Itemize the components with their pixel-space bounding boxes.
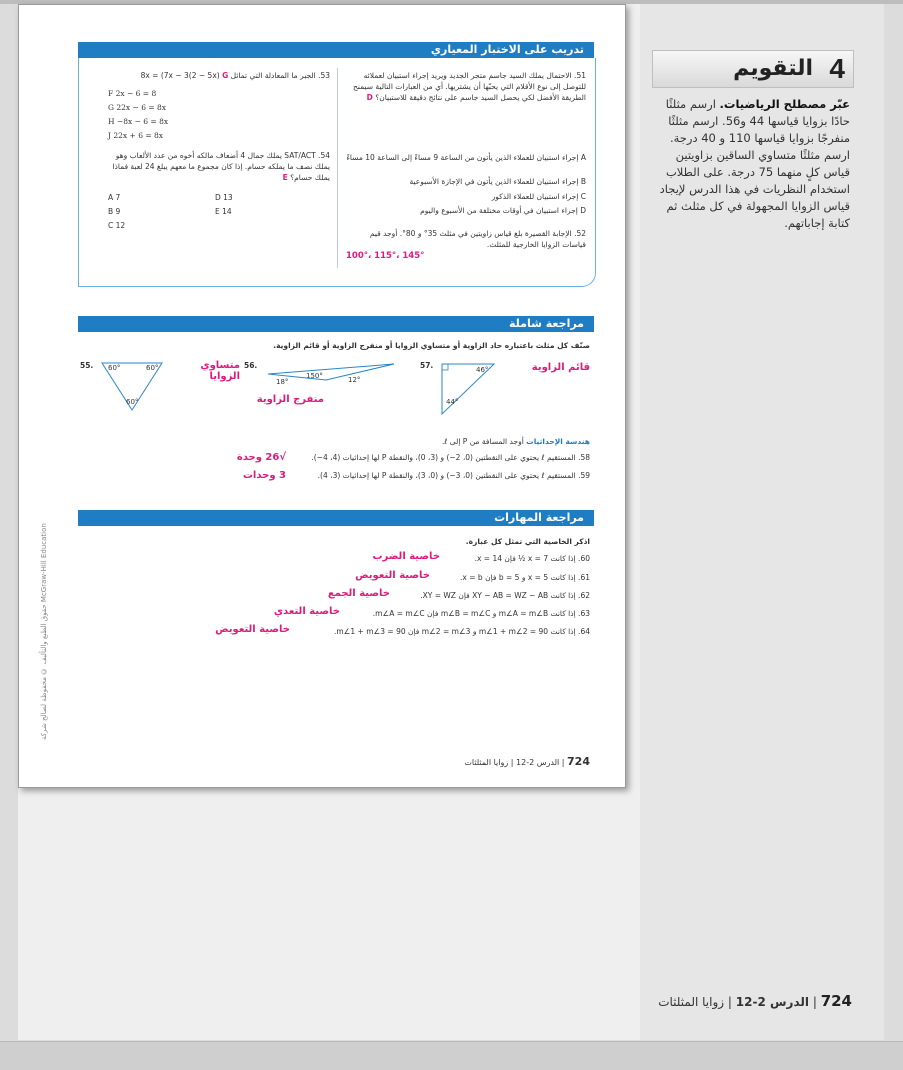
q51 [346,70,586,103]
q53-option-g: G 22x − 6 = 8x [108,103,167,112]
q63-text: 63. إذا كانت m∠A = m∠B و m∠B = m∠C فإن m∠A = m∠C. [372,609,590,618]
side-page-number: 724 [820,992,852,1010]
q53-option-f: F 2x − 6 = 8 [108,89,157,98]
q56-number: 56. [244,361,258,370]
q56-angle-2: 150° [306,372,323,380]
q51-answer: D [366,93,373,102]
q56-angle-3: 12° [348,376,361,384]
q64-answer: خاصية التعويض [215,624,290,635]
footer-lesson: الدرس 2-12 [516,758,560,767]
section-number: 4 [829,53,845,84]
page-footer: 724 | الدرس 2-12 | زوايا المثلثات [464,755,590,768]
q54-answer: E [282,173,288,182]
q57-number: 57. [420,361,434,370]
q51-option-c: C إجراء استبيان للعملاء الذكور [491,192,586,201]
q59-text: 59. المستقيم ℓ يحتوي على النقطتين (0، 3−) و (0، 3)، والنقطة P لها إحداثيات (3، 4). [317,471,590,480]
q54-option-c: C 12 [108,221,126,230]
q51-text: 51. الاحتمال يملك السيد جاسم متجر الجديد ويريد إجراء استبيان لعملائه للتوصل إلى نوع الأقلام التي يحبّها أن يشتريها. أي من العبارات التالية سيمنح الطريقة الأفضل لكي يحصل السيد جاسم على نتائج دقيقة للاستبيان؟ [353,71,586,102]
q52 [346,228,586,250]
copyright-notice: حقوق الطبع والتأليف © محفوظة لصالح شركة McGraw-Hill Education [40,523,48,740]
q61-answer: خاصية التعويض [355,570,430,581]
side-topic: زوايا المثلثات [658,995,725,1009]
q53-option-j: J 22x + 6 = 8x [108,131,164,140]
q55-angle-2: 60° [146,364,159,372]
assessment-heading [652,50,854,88]
band-skills-review: مراجعة المهارات [78,510,594,526]
assessment-body: ارسم مثلثًا حادًا بزوايا قياسها 44 و56. ارسم مثلثًا منفرجًا بزوايا قياسها 110 و 40 درجة. ارسم مثلثًا متساوي الساقين بزاويتين قياس كلٍ منهما 75 درجة. على الطلاب استخدام النظريات في هذا الدرس لإيجاد قياس الزوايا المجهولة في كل مثلث ثم كتابة إجاباتهم. [659,97,850,230]
review-instructions: صنّف كل مثلث باعتباره حاد الزاوية أو متساوي الزوايا أو منفرج الزاوية أو قائم الزاوية. [273,341,590,350]
q52-text: 52. الإجابة القصيرة بلغ قياس زاويتين في مثلث 35° و 80°. أوجد قيم قياسات الزوايا الخارجية للمثلث. [369,229,586,249]
q54-option-a: A 7 [108,193,121,202]
q61-text: 61. إذا كانت x = 5 و b = 5 فإن x = b. [460,573,590,582]
q57-triangle [438,360,498,418]
q54-option-e: E 14 [215,207,232,216]
q63-answer: خاصية التعدي [273,606,340,617]
assessment-text [650,96,850,232]
q57-angle-1: 46° [476,366,489,374]
coord-geometry-text: أوجد المسافة من P إلى ℓ. [441,437,524,446]
q55-angle-1: 60° [108,364,121,372]
q54-option-b: B 9 [108,207,121,216]
q54-text: 54. SAT/ACT يملك جمال 4 أضعاف مالكه أخوه من عدد الألعاب وهو يملك نصف ما يملكه حسام. إذا كان مجموع ما معهم يبلغ 24 لعبة فماذا يملك حسام؟ [112,151,330,182]
side-footer: 724 | الدرس 2-12 | زوايا المثلثات [658,992,852,1010]
assessment-lead: عبّر مصطلح الرياضيات. [719,97,850,111]
band-comprehensive-review: مراجعة شاملة [78,316,594,332]
q51-option-a: A إجراء استبيان للعملاء الذين يأتون من الساعة 9 مساءً إلى الساعة 10 مساءً [346,153,586,162]
q51-option-b: B إجراء استبيان للعملاء الذين يأتون في الإجازة الأسبوعية [409,177,586,186]
q62-answer: خاصية الجمع [327,588,390,599]
q51-option-d: D إجراء استبيان في أوقات مختلفة من الأسبوع واليوم [420,206,586,215]
q53-text: 53. الجبر ما المعادلة التي تماثل 8x = (7x − 3(2 − 5x) [140,71,330,80]
q58-answer: √26 وحدة [236,452,286,463]
q55-angle-3: 60° [126,398,139,406]
coord-geometry-heading [300,436,590,447]
q54 [100,150,330,183]
q64-text: 64. إذا كانت m∠1 + m∠2 = 90 و m∠2 = m∠3 فإن m∠1 + m∠3 = 90. [333,627,590,636]
q57-answer: قائم الزاوية [531,362,590,373]
q53 [100,70,330,81]
q55-answer: متساوي الزوايا [200,360,240,382]
page-number: 724 [567,755,590,768]
q55-number: 55. [80,361,94,370]
q53-option-h: H −8x − 6 = 8x [108,117,169,126]
bottom-bar [0,1041,903,1070]
coord-geometry-title: هندسة الإحداثيات [526,437,590,446]
q54-option-d: D 13 [215,193,233,202]
q56-answer: منفرج الزاوية [256,394,324,405]
side-lesson: الدرس 2-12 [735,995,809,1009]
q59-answer: 3 وحدات [242,470,286,481]
skills-instructions: اذكر الخاصية التي تمثل كل عبارة. [465,537,590,546]
q53-answer: G [222,71,229,80]
q60-text: 60. إذا كانت x = 7 ½ فإن x = 14. [474,554,590,563]
q52-answer: 100°، 115°، 145° [346,251,425,261]
footer-topic: زوايا المثلثات [464,758,509,767]
section-title: التقويم [733,56,813,81]
q62-text: 62. إذا كانت XY − AB = WZ − AB فإن XY = WZ. [420,591,590,600]
q57-angle-2: 44° [446,398,459,406]
q58-text: 58. المستقيم ℓ يحتوي على النقطتين (0، 2−) و (3، 0)، والنقطة P لها إحداثيات (4، 4−). [311,453,590,462]
band-standardized-test: تدريب على الاختبار المعياري [78,42,594,58]
q56-angle-1: 18° [276,378,289,386]
q60-answer: خاصية الضرب [372,551,440,562]
column-divider [337,68,338,268]
